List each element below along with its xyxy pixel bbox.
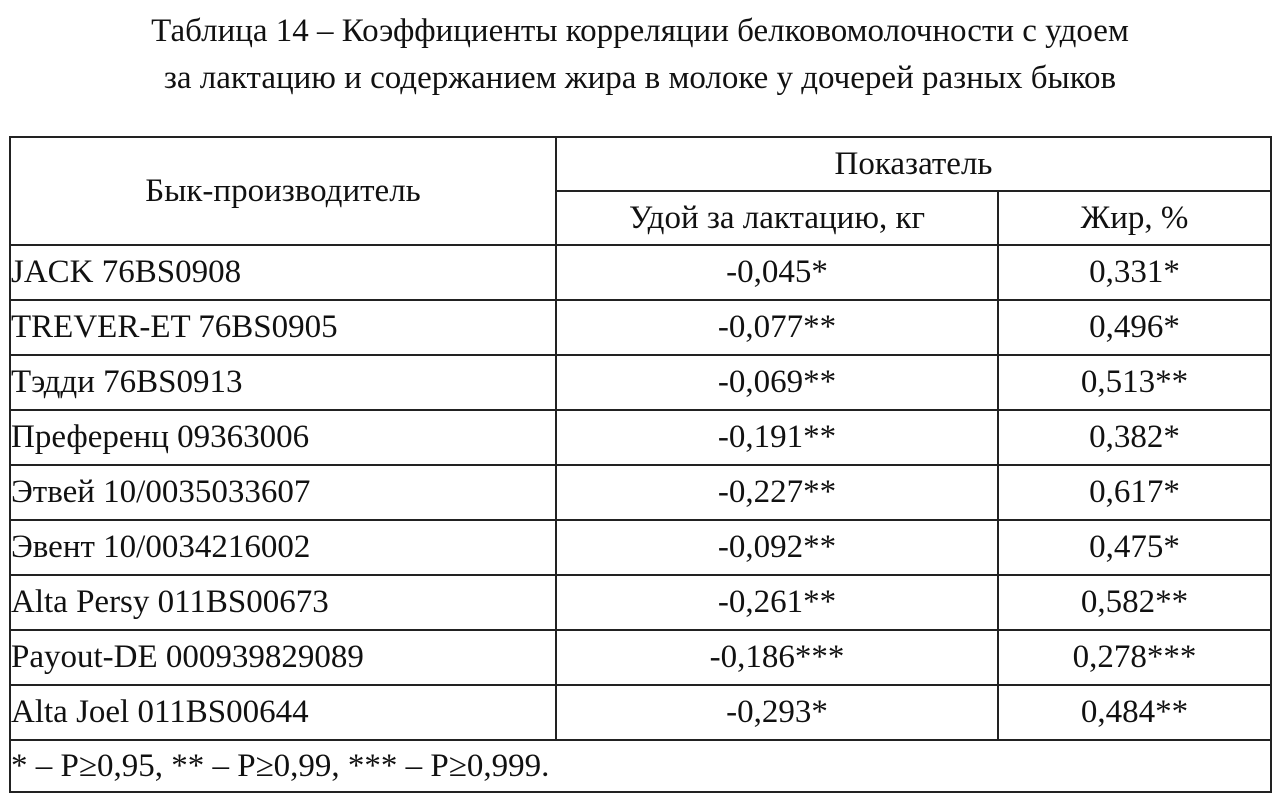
fat-correlation: 0,617* — [998, 465, 1271, 520]
table-row — [10, 410, 1271, 465]
correlation-table — [9, 136, 1272, 793]
table-row — [10, 520, 1271, 575]
milk-yield-correlation: -0,077** — [556, 300, 998, 355]
bull-name: Alta Joel 011BS00644 — [10, 685, 556, 740]
milk-yield-correlation: -0,069** — [556, 355, 998, 410]
fat-correlation: 0,496* — [998, 300, 1271, 355]
milk-yield-correlation: -0,092** — [556, 520, 998, 575]
fat-correlation: 0,331* — [998, 245, 1271, 300]
milk-yield-correlation: -0,191** — [556, 410, 998, 465]
table-row — [10, 355, 1271, 410]
table-caption-line-2: за лактацию и содержанием жира в молоке у дочерей разных быков — [163, 60, 1117, 96]
significance-footnote: * – P≥0,95, ** – P≥0,99, *** – P≥0,999. — [10, 740, 1271, 792]
header-indicator-group: Показатель — [556, 137, 1271, 191]
table-row — [10, 465, 1271, 520]
fat-correlation: 0,382* — [998, 410, 1271, 465]
milk-yield-correlation: -0,293* — [556, 685, 998, 740]
table-row — [10, 300, 1271, 355]
table-caption — [0, 8, 1280, 102]
bull-name: TREVER-ET 76BS0905 — [10, 300, 556, 355]
bull-name: Тэдди 76BS0913 — [10, 355, 556, 410]
milk-yield-correlation: -0,186*** — [556, 630, 998, 685]
table-row — [10, 245, 1271, 300]
bull-name: Payout-DE 000939829089 — [10, 630, 556, 685]
table-row — [10, 630, 1271, 685]
header-milk-yield: Удой за лактацию, кг — [556, 191, 998, 245]
fat-correlation: 0,484** — [998, 685, 1271, 740]
milk-yield-correlation: -0,261** — [556, 575, 998, 630]
bull-name: Alta Persy 011BS00673 — [10, 575, 556, 630]
header-fat: Жир, % — [998, 191, 1271, 245]
header-bull: Бык-производитель — [10, 137, 556, 245]
bull-name: Этвей 10/0035033607 — [10, 465, 556, 520]
fat-correlation: 0,278*** — [998, 630, 1271, 685]
fat-correlation: 0,513** — [998, 355, 1271, 410]
fat-correlation: 0,475* — [998, 520, 1271, 575]
bull-name: Преференц 09363006 — [10, 410, 556, 465]
fat-correlation: 0,582** — [998, 575, 1271, 630]
table-caption-line-1: Таблица 14 – Коэффициенты корреляции белковомолочности с удоем — [151, 13, 1129, 49]
milk-yield-correlation: -0,227** — [556, 465, 998, 520]
table-row — [10, 575, 1271, 630]
bull-name: Эвент 10/0034216002 — [10, 520, 556, 575]
footnote-row — [10, 740, 1271, 792]
milk-yield-correlation: -0,045* — [556, 245, 998, 300]
bull-name: JACK 76BS0908 — [10, 245, 556, 300]
table-row — [10, 685, 1271, 740]
